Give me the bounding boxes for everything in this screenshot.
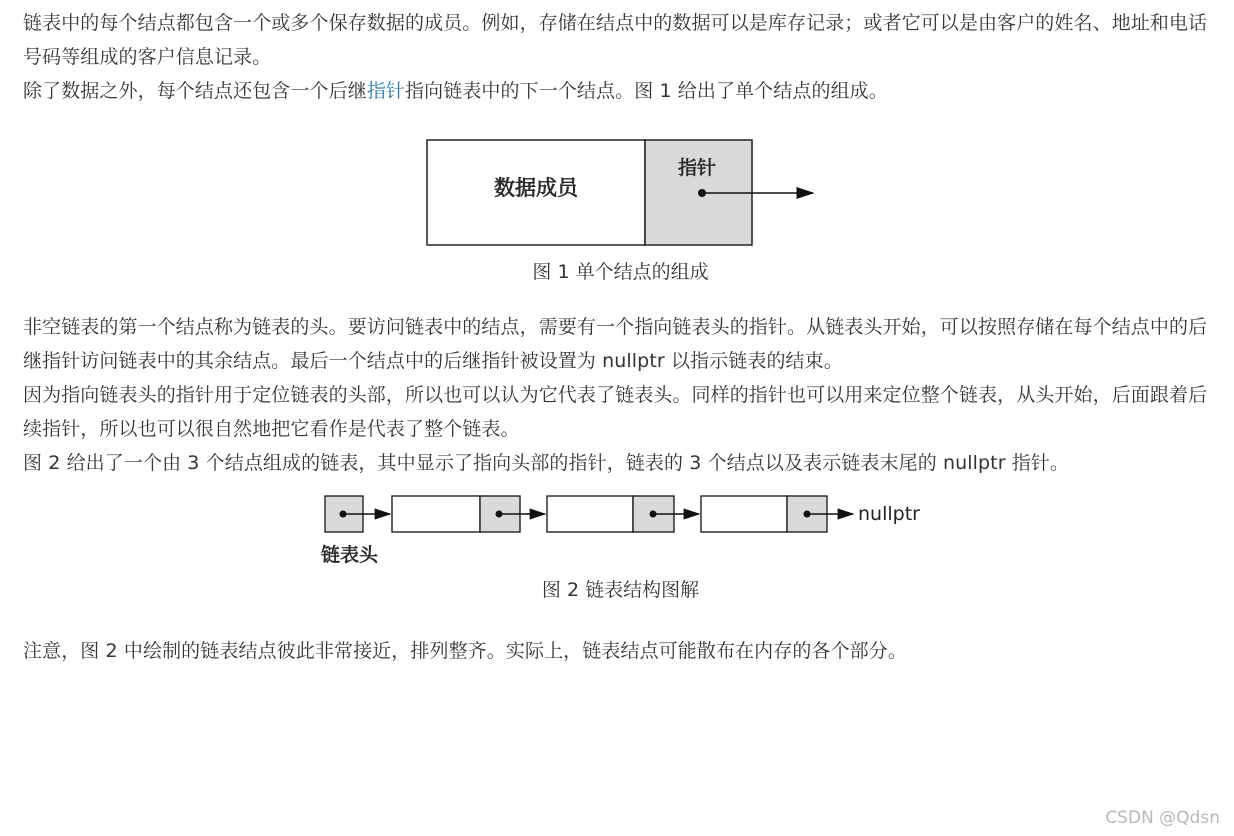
csdn-watermark: CSDN @Qdsn — [1105, 808, 1220, 828]
pointer-label: 指针 — [677, 157, 717, 179]
node-2-data — [547, 496, 633, 532]
pointer-link[interactable]: 指针 — [366, 80, 406, 102]
data-member-label: 数据成员 — [494, 176, 578, 200]
figure-1-caption: 图 1 单个结点的组成 — [532, 261, 709, 283]
nullptr-label: nullptr — [858, 503, 920, 525]
paragraph-figure-2-intro: 图 2 给出了一个由 3 个结点组成的链表，其中显示了指向头部的指针，链表的 3 个结点以及表示链表末尾的 nullptr 指针。 — [23, 452, 1070, 474]
paragraph-list-head: 非空链表的第一个结点称为链表的头。要访问链表中的结点，需要有一个指向链表头的指针。从链表头开始，可以按照存储在每个结点中的后继指针访问链表中的其余结点。最后一个结点中的后继指针被设置为 nullptr 以指示链表的结束。 — [23, 316, 1208, 372]
figure-2-linked-list — [23, 488, 1218, 666]
node-3-data — [701, 496, 787, 532]
paragraph-text: 除了数据之外，每个结点还包含一个后继 — [23, 80, 367, 102]
single-node-diagram — [23, 116, 1218, 266]
linked-list-diagram — [23, 488, 1218, 588]
paragraph-node-pointer — [23, 74, 1218, 108]
article-body — [23, 6, 1218, 668]
figure-2-caption: 图 2 链表结构图解 — [541, 579, 700, 601]
paragraph-memory-note: 注意，图 2 中绘制的链表结点彼此非常接近，排列整齐。实际上，链表结点可能散布在内存的各个部分。 — [23, 640, 907, 662]
paragraph-node-members: 链表中的每个结点都包含一个或多个保存数据的成员。例如，存储在结点中的数据可以是库存记录；或者它可以是由客户的姓名、地址和电话号码等组成的客户信息记录。 — [23, 12, 1208, 68]
node-1-data — [392, 496, 480, 532]
paragraph-head-pointer: 因为指向链表头的指针用于定位链表的头部，所以也可以认为它代表了链表头。同样的指针也可以用来定位整个链表，从头开始，后面跟着后续指针，所以也可以很自然地把它看作是代表了整个链表。 — [23, 384, 1208, 440]
paragraph-text: 指向链表中的下一个结点。图 1 给出了单个结点的组成。 — [405, 80, 888, 102]
list-head-label: 链表头 — [321, 544, 379, 566]
figure-1-single-node — [23, 116, 1218, 294]
